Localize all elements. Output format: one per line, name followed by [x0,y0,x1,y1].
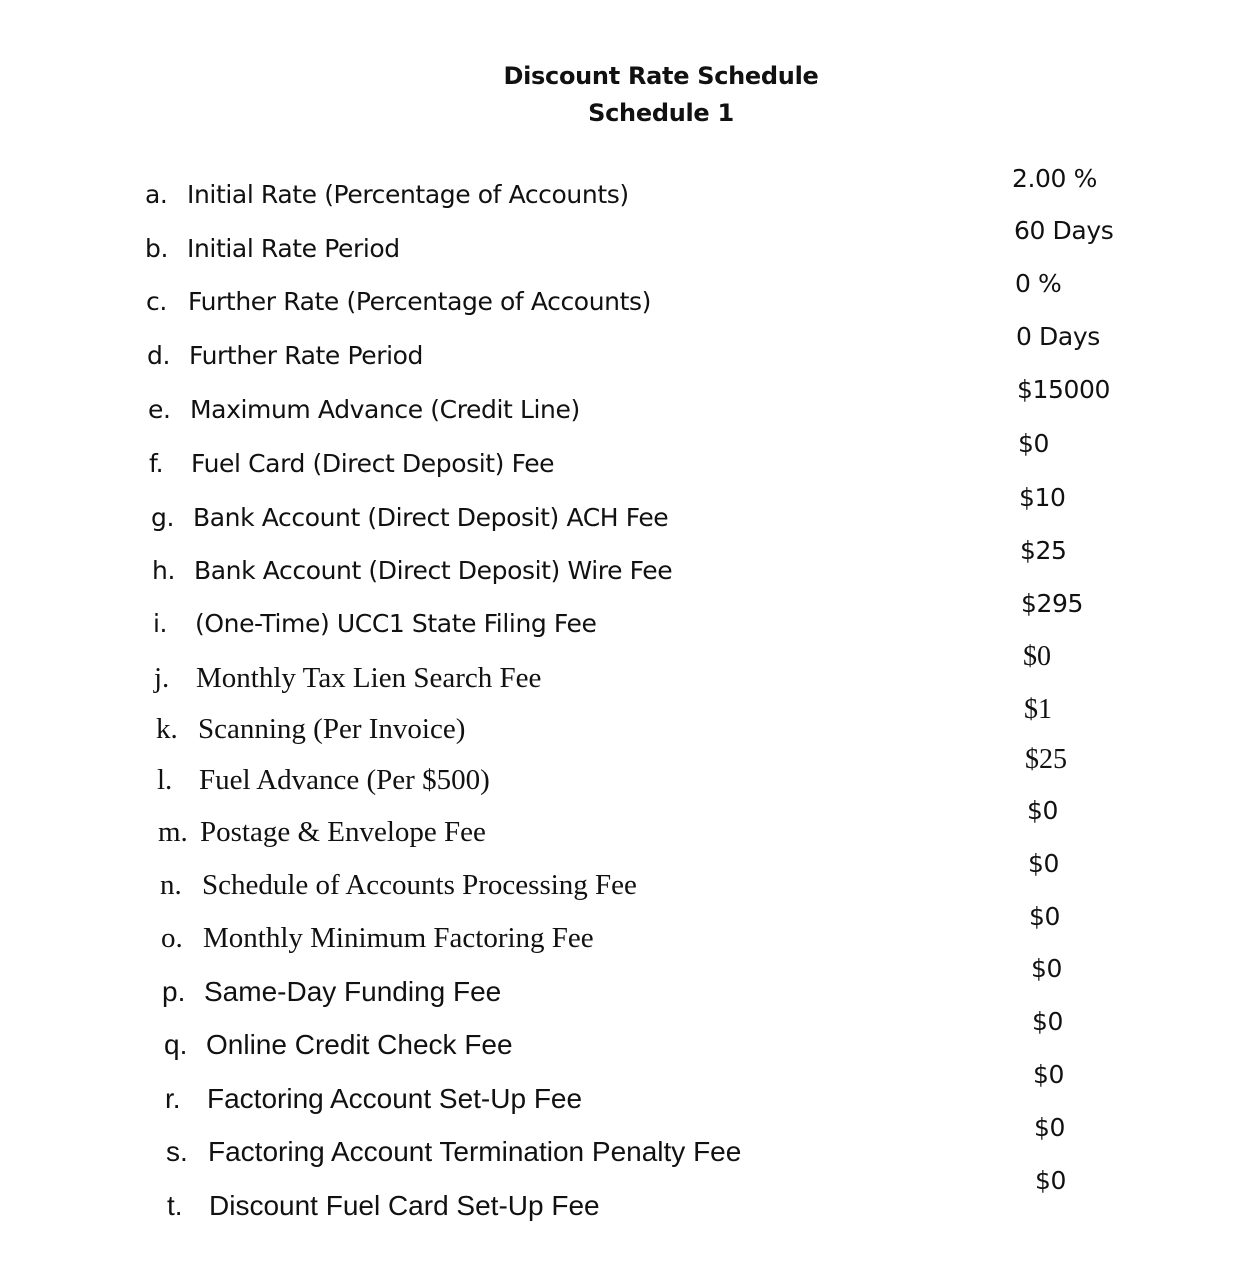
item-value: $0 [1034,1113,1066,1142]
item-letter: t. [167,1190,183,1221]
item-label: Factoring Account Termination Penalty Fee [208,1136,742,1167]
item-letter: r. [165,1083,181,1114]
item-value: $0 [1027,796,1059,825]
item-letter: b. [145,234,169,263]
item-value: $25 [1020,536,1067,565]
item-letter: s. [166,1136,188,1167]
item-label: Factoring Account Set-Up Fee [207,1083,583,1114]
item-value: $0 [1035,1166,1067,1195]
item-label: Scanning (Per Invoice) [198,713,466,745]
item-letter: o. [161,922,183,954]
item-value: 0 Days [1016,322,1100,351]
document-subtitle: Schedule 1 [588,99,734,127]
item-letter: l. [157,764,173,796]
item-label: Online Credit Check Fee [206,1029,513,1060]
item-value: $0 [1033,1060,1065,1089]
item-letter: m. [158,816,188,848]
item-label: Schedule of Accounts Processing Fee [202,869,637,901]
item-letter: f. [149,449,164,478]
item-value: $0 [1032,1007,1064,1036]
item-value: $0 [1023,641,1051,672]
item-value: 0 % [1015,269,1062,298]
item-letter: h. [152,556,175,585]
item-letter: i. [153,609,168,638]
item-value: $10 [1019,483,1066,512]
document-header [0,58,1258,132]
item-letter: n. [160,869,182,901]
item-label: (One-Time) UCC1 State Filing Fee [195,609,597,638]
document-title: Discount Rate Schedule [503,62,819,90]
item-label: Postage & Envelope Fee [200,816,486,848]
item-label: Maximum Advance (Credit Line) [190,395,580,424]
item-letter: e. [148,395,171,424]
item-label: Initial Rate Period [187,234,400,263]
item-label: Monthly Minimum Factoring Fee [203,922,594,954]
item-letter: k. [156,713,178,745]
item-label: Initial Rate (Percentage of Accounts) [187,180,629,209]
item-value: $0 [1028,849,1060,878]
item-label: Fuel Card (Direct Deposit) Fee [191,449,555,478]
item-letter: q. [164,1029,188,1060]
item-label: Same-Day Funding Fee [204,976,502,1007]
item-value: 60 Days [1014,216,1114,245]
item-label: Further Rate Period [189,341,424,370]
item-value: $15000 [1017,375,1111,404]
item-label: Monthly Tax Lien Search Fee [196,662,542,694]
item-label: Fuel Advance (Per $500) [199,764,490,796]
item-value: $0 [1031,954,1063,983]
item-label: Discount Fuel Card Set-Up Fee [209,1190,600,1221]
item-letter: c. [146,287,167,316]
item-value: $25 [1025,744,1067,775]
item-value: 2.00 % [1012,164,1097,193]
item-letter: d. [147,341,171,370]
item-letter: j. [154,662,170,694]
item-value: $295 [1021,589,1084,618]
item-value: $0 [1018,429,1050,458]
item-label: Bank Account (Direct Deposit) Wire Fee [194,556,673,585]
item-letter: p. [162,976,186,1007]
item-letter: a. [145,180,168,209]
item-value: $0 [1029,902,1061,931]
item-letter: g. [151,503,175,532]
item-label: Further Rate (Percentage of Accounts) [188,287,651,316]
item-label: Bank Account (Direct Deposit) ACH Fee [193,503,669,532]
item-value: $1 [1024,694,1052,725]
